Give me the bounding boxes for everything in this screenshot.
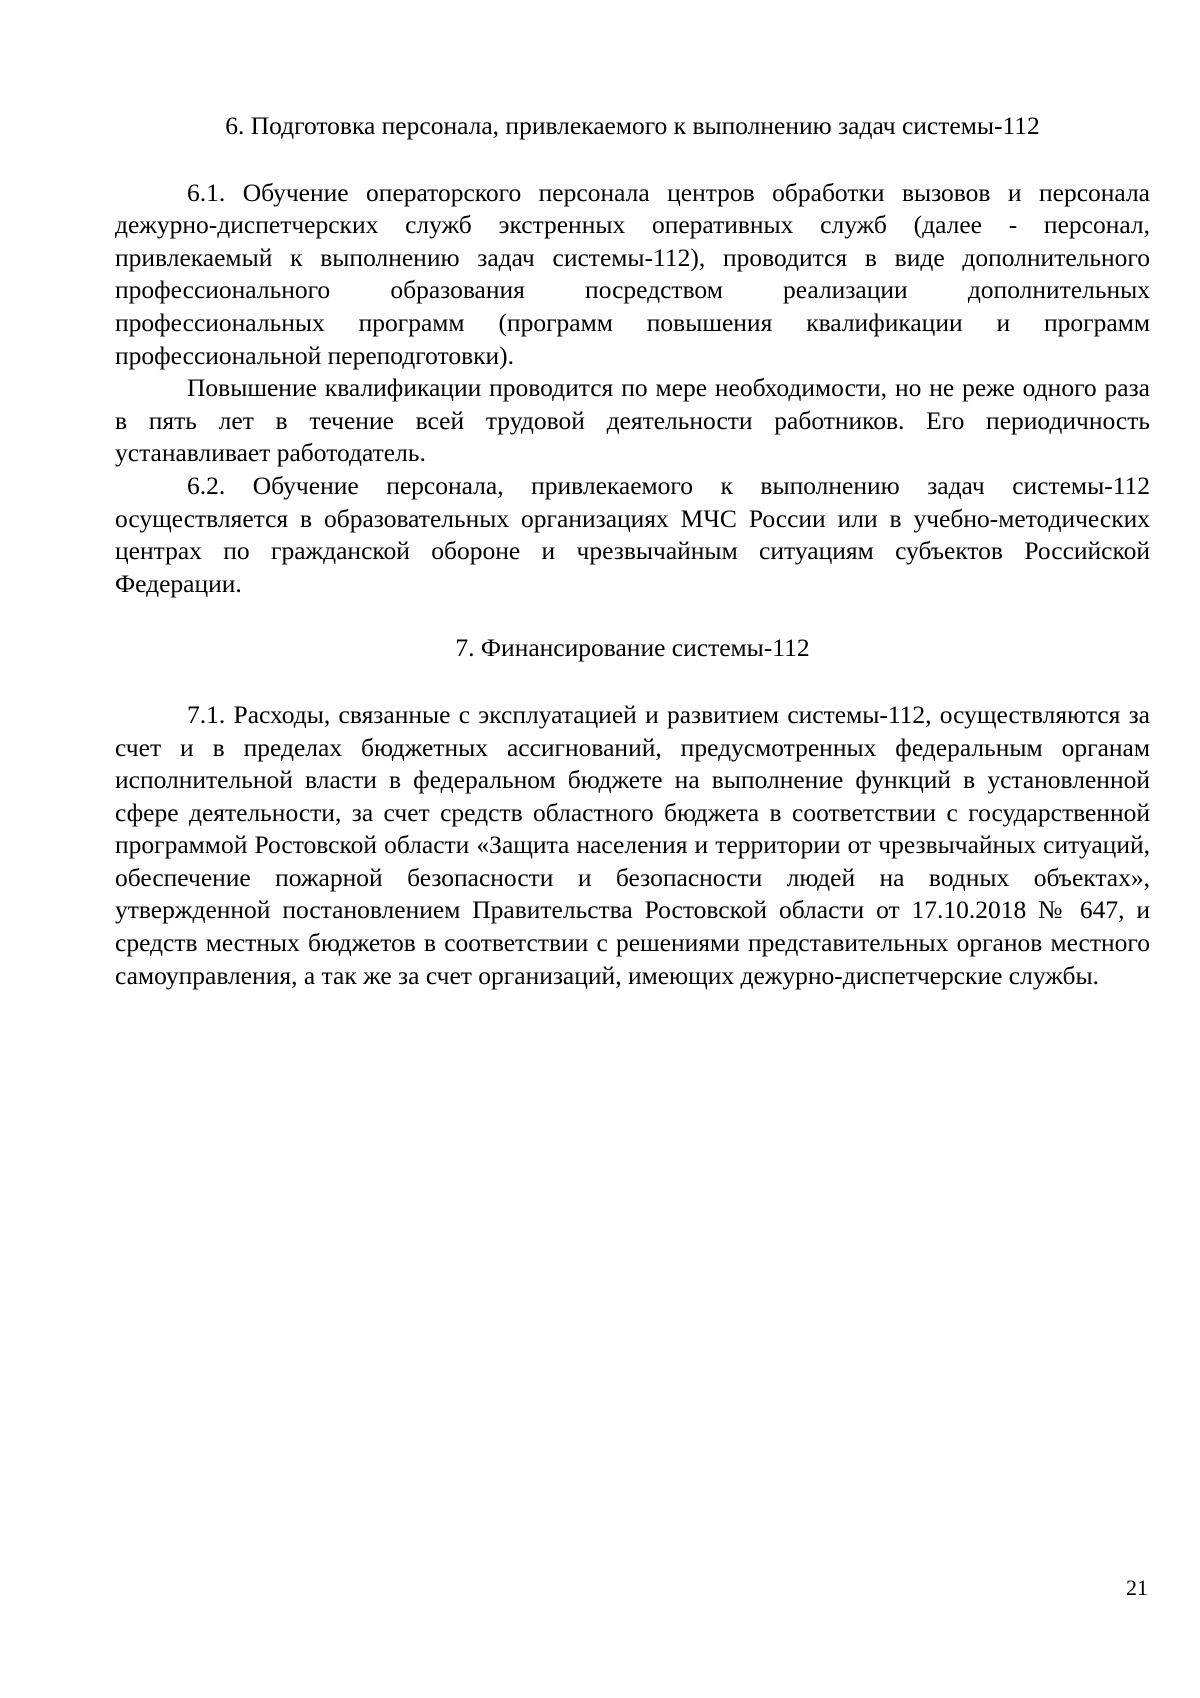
document-body (115, 110, 1150, 992)
page-number: 21 (1126, 1575, 1148, 1600)
section-7-heading: 7. Финансирование системы-112 (455, 633, 810, 663)
section-6-heading: 6. Подготовка персонала, привлекаемого к выполнению задач системы-112 (225, 111, 1040, 140)
paragraph-6-1: 6.1. Обучение операторского персонала центров обработки вызовов и персонала дежурно-диспетчерских служб экстренных оперативных служб (далее - персонал, привлекаемый к выполнению задач системы-112), проводится в виде дополнительного профессионального образования посредством реализации дополнительных профессиональных программ (программ повышения квалификации и программ профессиональной переподготовки). (115, 177, 1150, 370)
paragraph-7-1: 7.1. Расходы, связанные с эксплуатацией и развитием системы-112, осуществляются за счет и в пределах бюджетных ассигнований, предусмотренных федеральным органам исполнительной власти в федеральном бюджете на выполнение функций в установленной сфере деятельности, за счет средств областного бюджета в соответствии с государственной программой Ростовской области «Защита населения и территории от чрезвычайных ситуаций, обеспечение пожарной безопасности и безопасности людей на водных объектах», утвержденной постановлением Правительства Ростовской области от 17.10.2018 № 647, и средств местных бюджетов в соответствии с решениями представительных органов местного самоуправления, а так же за счет организаций, имеющих дежурно-диспетчерские службы. (115, 699, 1150, 990)
paragraph-6-1-qualification: Повышение квалификации проводится по мере необходимости, но не реже одного раза в пять лет в течение всей трудовой деятельности работников. Его периодичность устанавливает работодатель. (115, 373, 1150, 468)
paragraph-6-2: 6.2. Обучение персонала, привлекаемого к выполнению задач системы-112 осуществляется в образовательных организациях МЧС России или в учебно-методических центрах по гражданской обороне и чрезвычайным ситуациям субъектов Российской Федерации. (115, 470, 1150, 598)
